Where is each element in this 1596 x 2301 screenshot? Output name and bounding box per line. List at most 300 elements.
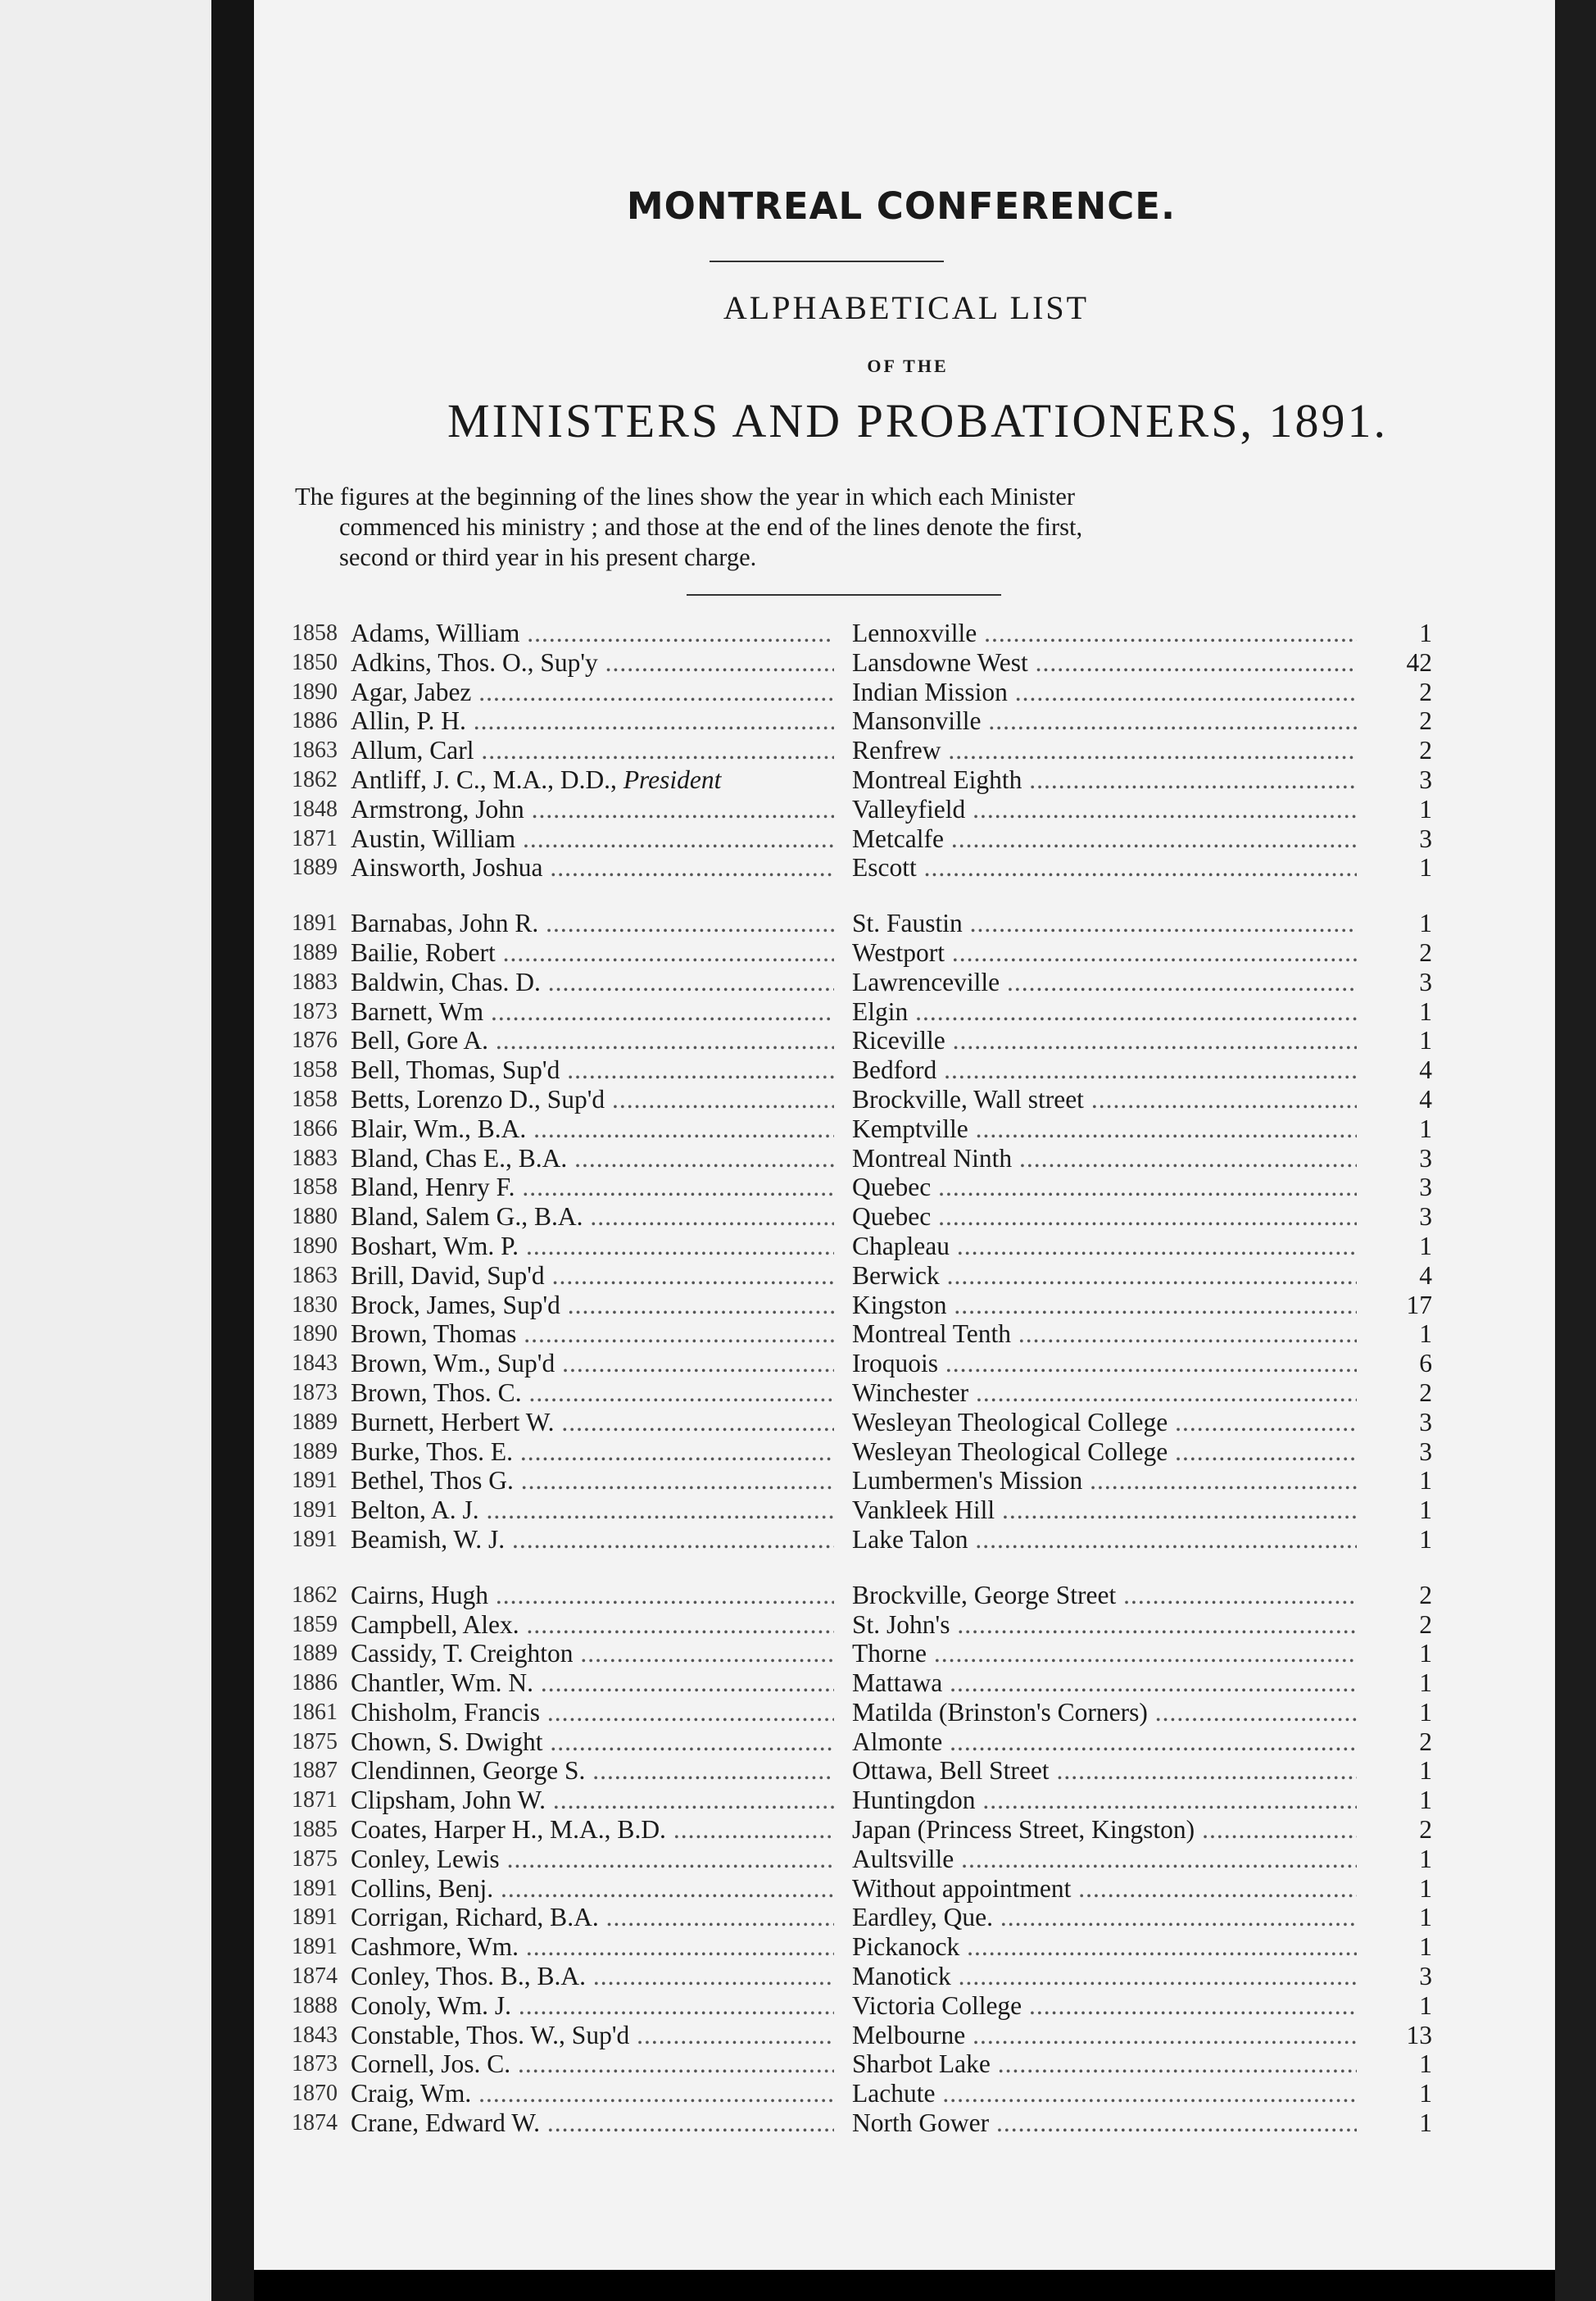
entry-name-cell	[351, 1962, 834, 1991]
minister-name: Constable, Thos. W., Sup'd	[351, 2020, 630, 2049]
entry-name-cell	[351, 909, 834, 938]
minister-name: Ainsworth, Joshua	[351, 853, 543, 883]
station-name: Brockville, George Street	[852, 1580, 1117, 1609]
minister-entry	[292, 909, 1455, 938]
minister-entry	[292, 678, 1455, 707]
entry-station-cell	[852, 1903, 1357, 1932]
minister-entry	[292, 1144, 1455, 1173]
minister-name: Cassidy, T. Creighton	[351, 1639, 574, 1668]
entry-year: 1858	[292, 620, 338, 646]
years-in-charge: 1	[1419, 909, 1432, 938]
minister-entry	[292, 938, 1455, 968]
minister-entry	[292, 1727, 1455, 1757]
entry-station-cell	[852, 1114, 1357, 1144]
years-in-charge: 3	[1419, 1173, 1432, 1202]
minister-name: Campbell, Alex.	[351, 1609, 519, 1639]
minister-name: Belton, A. J.	[351, 1495, 479, 1525]
minister-entry	[292, 1261, 1455, 1291]
minister-entry	[292, 2021, 1455, 2050]
entry-station-cell	[852, 1291, 1357, 1320]
entry-year: 1843	[292, 1350, 338, 1377]
years-in-charge: 3	[1419, 824, 1432, 853]
years-in-charge: 3	[1419, 967, 1432, 996]
minister-name: Austin, William	[351, 824, 516, 853]
entry-year: 1889	[292, 1409, 338, 1435]
conference-title: MONTREAL CONFERENCE.	[626, 184, 1177, 228]
entry-name-cell	[351, 1408, 834, 1437]
entry-name-cell	[351, 2049, 834, 2079]
minister-name: Conley, Thos. B., B.A.	[351, 1962, 587, 1991]
minister-name: Bland, Chas E., B.A.	[351, 1143, 568, 1173]
years-in-charge: 13	[1406, 2020, 1432, 2049]
station-name: Montreal Tenth	[852, 1319, 1012, 1349]
minister-name: Bell, Gore A.	[351, 1026, 488, 1055]
main-title: MINISTERS AND PROBATIONERS, 1891.	[447, 394, 1388, 447]
station-name: Wesleyan Theological College	[852, 1436, 1168, 1466]
years-in-charge: 2	[1419, 1727, 1432, 1756]
entry-name-cell	[351, 1668, 834, 1698]
entry-station-cell	[852, 765, 1357, 795]
station-name: Iroquois	[852, 1349, 938, 1378]
entry-station-cell	[852, 1202, 1357, 1232]
entry-station-cell	[852, 1874, 1357, 1904]
entry-year: 1889	[292, 1438, 338, 1464]
entry-station-cell	[852, 1026, 1357, 1055]
years-in-charge: 2	[1419, 1815, 1432, 1845]
entry-year: 1874	[292, 2110, 338, 2136]
years-in-charge: 1	[1419, 853, 1432, 883]
years-in-charge: 1	[1419, 1231, 1432, 1260]
minister-entry	[292, 1903, 1455, 1932]
minister-entry	[292, 1874, 1455, 1904]
entry-year: 1891	[292, 1526, 338, 1552]
station-name: Lake Talon	[852, 1524, 968, 1554]
entry-year: 1873	[292, 998, 338, 1024]
minister-entry	[292, 2108, 1455, 2138]
minister-name: Cornell, Jos. C.	[351, 2049, 511, 2079]
entry-station-cell	[852, 853, 1357, 883]
minister-name: Bell, Thomas, Sup'd	[351, 1055, 560, 1085]
years-in-charge: 1	[1419, 2049, 1432, 2079]
station-name: Thorne	[852, 1639, 927, 1668]
entry-name-cell	[351, 1319, 834, 1349]
entry-year: 1873	[292, 2051, 338, 2077]
entry-station-cell	[852, 2049, 1357, 2079]
minister-entry	[292, 1114, 1455, 1144]
minister-entry	[292, 824, 1455, 854]
minister-name: Brock, James, Sup'd	[351, 1290, 560, 1319]
years-in-charge: 1	[1419, 1697, 1432, 1727]
entry-name-cell	[351, 968, 834, 997]
minister-name: Coates, Harper H., M.A., B.D.	[351, 1815, 666, 1845]
entry-name-cell	[351, 1845, 834, 1874]
entry-year: 1888	[292, 1992, 338, 2018]
entry-station-cell	[852, 1756, 1357, 1786]
entry-name-cell	[351, 1202, 834, 1232]
entry-year: 1890	[292, 1232, 338, 1259]
entry-name-cell	[351, 619, 834, 648]
entry-station-cell	[852, 1055, 1357, 1085]
station-name: Mattawa	[852, 1668, 943, 1698]
entry-year: 1890	[292, 1321, 338, 1347]
minister-entry	[292, 1378, 1455, 1408]
minister-entry	[292, 1202, 1455, 1232]
entry-year: 1891	[292, 1934, 338, 1960]
station-name: Riceville	[852, 1026, 945, 1055]
station-name: Manotick	[852, 1962, 951, 1991]
entry-name-cell	[351, 1698, 834, 1727]
entry-name-cell	[351, 1378, 834, 1408]
years-in-charge: 1	[1419, 1786, 1432, 1815]
years-in-charge: 1	[1419, 1932, 1432, 1962]
entry-name-cell	[351, 1610, 834, 1640]
years-in-charge: 4	[1419, 1055, 1432, 1085]
years-in-charge: 4	[1419, 1260, 1432, 1290]
minister-name: Conley, Lewis	[351, 1844, 500, 1873]
entry-station-cell	[852, 1698, 1357, 1727]
entry-name-cell	[351, 1639, 834, 1668]
entry-name-cell	[351, 1932, 834, 1962]
note-line: second or third year in his present charge.	[339, 543, 757, 571]
years-in-charge: 2	[1419, 937, 1432, 967]
entry-name-cell	[351, 1466, 834, 1495]
minister-entry	[292, 1756, 1455, 1786]
station-name: Montreal Ninth	[852, 1143, 1013, 1173]
entry-year: 1862	[292, 766, 338, 792]
minister-entry	[292, 706, 1455, 736]
minister-name: Baldwin, Chas. D.	[351, 967, 541, 996]
minister-name: Brown, Thomas	[351, 1319, 517, 1349]
entry-year: 1863	[292, 1262, 338, 1288]
entry-year: 1889	[292, 1641, 338, 1667]
station-name: Lachute	[852, 2079, 936, 2108]
years-in-charge: 3	[1419, 1407, 1432, 1436]
ministers-list	[292, 619, 1455, 2138]
station-name: Lennoxville	[852, 619, 977, 647]
years-in-charge: 6	[1419, 1349, 1432, 1378]
years-in-charge: 1	[1419, 2079, 1432, 2108]
entry-name-cell	[351, 938, 834, 968]
minister-entry	[292, 736, 1455, 765]
entry-station-cell	[852, 1173, 1357, 1202]
entry-name-cell	[351, 1261, 834, 1291]
entry-name-cell	[351, 1874, 834, 1904]
years-in-charge: 3	[1419, 1202, 1432, 1232]
station-name: Kemptville	[852, 1114, 968, 1143]
entry-name-cell	[351, 1815, 834, 1845]
years-in-charge: 2	[1419, 1377, 1432, 1407]
minister-name: Clipsham, John W.	[351, 1786, 546, 1815]
station-name: Victoria College	[852, 1990, 1022, 2020]
years-in-charge: 3	[1419, 1436, 1432, 1466]
entry-station-cell	[852, 824, 1357, 854]
entry-name-cell	[351, 1055, 834, 1085]
minister-name: Allin, P. H.	[351, 706, 466, 736]
entry-name-cell	[351, 1232, 834, 1261]
entry-name-cell	[351, 1144, 834, 1173]
entry-year: 1887	[292, 1758, 338, 1784]
years-in-charge: 1	[1419, 2108, 1432, 2138]
minister-name: Bethel, Thos G.	[351, 1466, 514, 1495]
years-in-charge: 1	[1419, 1319, 1432, 1349]
minister-name: Brown, Thos. C.	[351, 1377, 522, 1407]
years-in-charge: 3	[1419, 1962, 1432, 1991]
entry-year: 1889	[292, 855, 338, 881]
station-name: Berwick	[852, 1260, 940, 1290]
station-name: Bedford	[852, 1055, 937, 1085]
entry-name-cell	[351, 706, 834, 736]
entry-station-cell	[852, 1815, 1357, 1845]
minister-entry	[292, 619, 1455, 648]
years-in-charge: 2	[1419, 736, 1432, 765]
entry-year: 1858	[292, 1057, 338, 1083]
entry-name-cell	[351, 1756, 834, 1786]
minister-entry	[292, 1408, 1455, 1437]
station-name: Kingston	[852, 1290, 947, 1319]
list-subtitle: ALPHABETICAL LIST	[723, 289, 1090, 326]
entry-year: 1886	[292, 708, 338, 734]
entry-year: 1891	[292, 910, 338, 937]
minister-entry	[292, 1786, 1455, 1815]
entry-station-cell	[852, 1845, 1357, 1874]
years-in-charge: 1	[1419, 1756, 1432, 1786]
years-in-charge: 1	[1419, 1639, 1432, 1668]
entry-year: 1858	[292, 1174, 338, 1200]
entry-year: 1866	[292, 1115, 338, 1141]
station-name: Indian Mission	[852, 677, 1008, 706]
minister-name: Chantler, Wm. N.	[351, 1668, 533, 1698]
entry-year: 1874	[292, 1963, 338, 1990]
entry-station-cell	[852, 706, 1357, 736]
minister-name: Cairns, Hugh	[351, 1580, 488, 1609]
years-in-charge: 1	[1419, 996, 1432, 1026]
entry-year: 1891	[292, 1497, 338, 1523]
minister-entry	[292, 1055, 1455, 1085]
years-in-charge: 1	[1419, 619, 1432, 647]
entry-station-cell	[852, 1408, 1357, 1437]
entry-year: 1875	[292, 1845, 338, 1872]
entry-year: 1850	[292, 649, 338, 675]
minister-name: Blair, Wm., B.A.	[351, 1114, 527, 1143]
station-name: Escott	[852, 853, 917, 883]
entry-station-cell	[852, 1991, 1357, 2021]
entry-name-cell	[351, 1173, 834, 1202]
book-gutter	[211, 0, 254, 2301]
station-name: Lansdowne West	[852, 647, 1028, 677]
minister-entry	[292, 1026, 1455, 1055]
station-name: Almonte	[852, 1727, 943, 1756]
entry-station-cell	[852, 2108, 1357, 2138]
minister-entry	[292, 795, 1455, 824]
minister-name: Adams, William	[351, 619, 520, 647]
explanatory-note	[295, 482, 1426, 573]
entry-year: 1861	[292, 1699, 338, 1725]
minister-name: Allum, Carl	[351, 736, 474, 765]
minister-name: Collins, Benj.	[351, 1873, 494, 1903]
minister-entry	[292, 2079, 1455, 2108]
minister-entry	[292, 1639, 1455, 1668]
minister-entry	[292, 1085, 1455, 1114]
minister-entry	[292, 1349, 1455, 1378]
note-line: The figures at the beginning of the lines show the year in which each Minister	[295, 483, 1076, 511]
entry-name-cell	[351, 1349, 834, 1378]
entry-station-cell	[852, 997, 1357, 1027]
entry-name-cell	[351, 648, 834, 678]
entry-station-cell	[852, 1261, 1357, 1291]
entry-station-cell	[852, 909, 1357, 938]
entry-station-cell	[852, 1437, 1357, 1467]
years-in-charge: 1	[1419, 794, 1432, 824]
entry-station-cell	[852, 795, 1357, 824]
minister-entry	[292, 1581, 1455, 1610]
entry-station-cell	[852, 2079, 1357, 2108]
station-name: Eardley, Que.	[852, 1903, 994, 1932]
years-in-charge: 17	[1406, 1290, 1432, 1319]
entry-station-cell	[852, 1378, 1357, 1408]
minister-name: Craig, Wm.	[351, 2079, 472, 2108]
minister-name: Burke, Thos. E.	[351, 1436, 514, 1466]
entry-station-cell	[852, 1610, 1357, 1640]
station-name: Mansonville	[852, 706, 982, 736]
entry-station-cell	[852, 1495, 1357, 1525]
station-name: Without appointment	[852, 1873, 1072, 1903]
entry-name-cell	[351, 1026, 834, 1055]
entry-year: 1883	[292, 1145, 338, 1171]
entry-station-cell	[852, 2021, 1357, 2050]
scan-border	[1555, 0, 1596, 2301]
station-name: St. Faustin	[852, 909, 963, 938]
station-name: Metcalfe	[852, 824, 944, 853]
minister-name: Antliff, J. C., M.A., D.D.,	[351, 765, 617, 794]
of-the-connector: OF THE	[867, 356, 949, 376]
station-name: Huntingdon	[852, 1786, 976, 1815]
station-name: North Gower	[852, 2108, 990, 2138]
minister-name: Bailie, Robert	[351, 937, 496, 967]
entry-name-cell	[351, 853, 834, 883]
entry-name-cell	[351, 2108, 834, 2138]
entry-name-cell	[351, 678, 834, 707]
entry-name-cell	[351, 1114, 834, 1144]
minister-name: Adkins, Thos. O., Sup'y	[351, 647, 598, 677]
minister-name: Armstrong, John	[351, 794, 524, 824]
entry-station-cell	[852, 1932, 1357, 1962]
entry-name-cell	[351, 736, 834, 765]
years-in-charge: 1	[1419, 1873, 1432, 1903]
entry-year: 1871	[292, 825, 338, 851]
entry-name-cell	[351, 1727, 834, 1757]
entry-name-cell	[351, 765, 834, 795]
entry-year: 1863	[292, 738, 338, 764]
minister-name: Chisholm, Francis	[351, 1697, 541, 1727]
entry-name-cell	[351, 1495, 834, 1525]
station-name: Renfrew	[852, 736, 941, 765]
years-in-charge: 3	[1419, 1143, 1432, 1173]
minister-entry	[292, 1495, 1455, 1525]
title-rule	[710, 261, 944, 262]
station-name: Japan (Princess Street, Kingston)	[852, 1815, 1195, 1845]
years-in-charge: 1	[1419, 1026, 1432, 1055]
minister-entry	[292, 1319, 1455, 1349]
minister-name: Corrigan, Richard, B.A.	[351, 1903, 599, 1932]
entry-name-cell	[351, 1991, 834, 2021]
entry-name-cell	[351, 1291, 834, 1320]
entry-station-cell	[852, 1581, 1357, 1610]
minister-entry	[292, 1668, 1455, 1698]
entry-station-cell	[852, 1085, 1357, 1114]
years-in-charge: 42	[1406, 647, 1432, 677]
entry-name-cell	[351, 1437, 834, 1467]
minister-entry	[292, 1610, 1455, 1640]
entry-station-cell	[852, 1525, 1357, 1554]
years-in-charge: 1	[1419, 1990, 1432, 2020]
entry-year: 1886	[292, 1670, 338, 1696]
entry-year: 1873	[292, 1379, 338, 1405]
minister-entry	[292, 765, 1455, 795]
minister-name: Clendinnen, George S.	[351, 1756, 586, 1786]
minister-entry	[292, 1932, 1455, 1962]
entry-name-cell	[351, 2079, 834, 2108]
entry-name-cell	[351, 824, 834, 854]
minister-entry	[292, 1698, 1455, 1727]
years-in-charge: 2	[1419, 1580, 1432, 1609]
minister-entry	[292, 1845, 1455, 1874]
station-name: Elgin	[852, 996, 909, 1026]
entry-station-cell	[852, 1466, 1357, 1495]
entry-year: 1883	[292, 969, 338, 995]
minister-name: Burnett, Herbert W.	[351, 1407, 555, 1436]
station-name: Quebec	[852, 1202, 932, 1232]
entry-year: 1870	[292, 2081, 338, 2107]
entry-station-cell	[852, 1962, 1357, 1991]
entry-name-cell	[351, 1786, 834, 1815]
entry-year: 1891	[292, 1904, 338, 1931]
entry-year: 1830	[292, 1291, 338, 1318]
minister-entry	[292, 1991, 1455, 2021]
minister-name: Beamish, W. J.	[351, 1524, 506, 1554]
note-line: commenced his ministry ; and those at the end of the lines denote the first,	[339, 513, 1083, 541]
minister-entry	[292, 648, 1455, 678]
entry-year: 1880	[292, 1204, 338, 1230]
minister-entry	[292, 1232, 1455, 1261]
station-name: Winchester	[852, 1377, 969, 1407]
station-name: Chapleau	[852, 1231, 950, 1260]
station-name: Lawrenceville	[852, 967, 1000, 996]
years-in-charge: 2	[1419, 677, 1432, 706]
minister-name: Betts, Lorenzo D., Sup'd	[351, 1084, 605, 1114]
entry-name-cell	[351, 795, 834, 824]
entry-year: 1871	[292, 1787, 338, 1813]
years-in-charge: 1	[1419, 1466, 1432, 1495]
years-in-charge: 2	[1419, 1609, 1432, 1639]
entry-station-cell	[852, 1232, 1357, 1261]
minister-entry	[292, 1173, 1455, 1202]
entry-name-cell	[351, 1085, 834, 1114]
minister-entry	[292, 2049, 1455, 2079]
minister-name: Crane, Edward W.	[351, 2108, 540, 2138]
entry-station-cell	[852, 648, 1357, 678]
entry-year: 1889	[292, 939, 338, 965]
entry-station-cell	[852, 1727, 1357, 1757]
entry-station-cell	[852, 678, 1357, 707]
minister-name: Brown, Wm., Sup'd	[351, 1349, 555, 1378]
station-name: Wesleyan Theological College	[852, 1407, 1168, 1436]
entry-year: 1885	[292, 1817, 338, 1843]
entry-year: 1862	[292, 1582, 338, 1608]
minister-name: Agar, Jabez	[351, 677, 472, 706]
minister-entry	[292, 1525, 1455, 1554]
minister-entry	[292, 968, 1455, 997]
minister-name: Barnett, Wm	[351, 996, 484, 1026]
